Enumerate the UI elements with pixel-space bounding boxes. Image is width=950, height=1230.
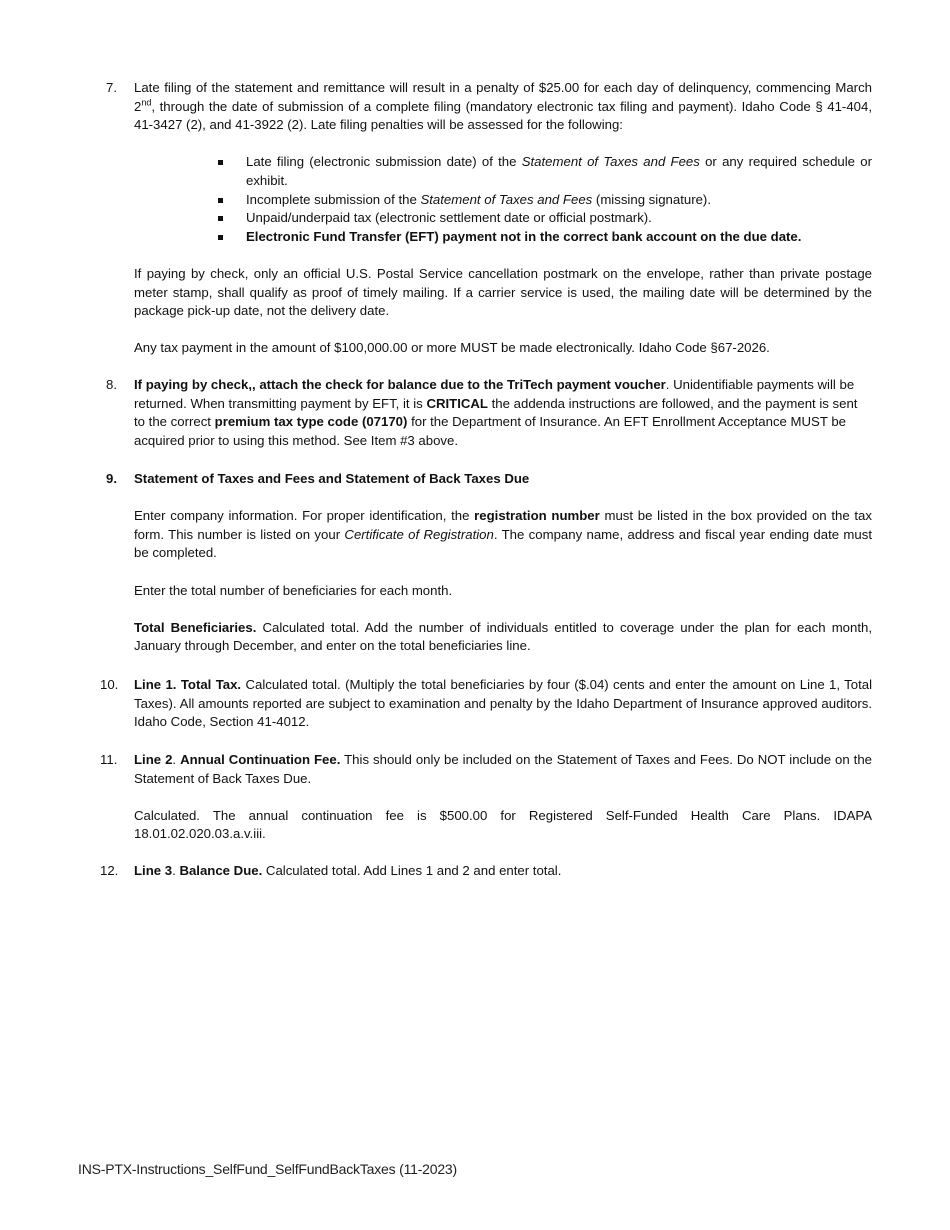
item-number: 12. [100,863,119,878]
paragraph: Enter the total number of beneficiaries for each month. [134,582,453,598]
text: Incomplete submission of the [246,191,421,207]
item-number: 8. [106,377,117,392]
text: Enter company information. For proper identification, the [134,508,475,524]
paragraph [134,676,872,732]
bold-text: registration number [474,508,600,524]
bullet-icon [218,216,223,221]
item-7 [106,79,872,358]
bullet-icon [218,235,223,240]
item-body [134,376,872,450]
text: Late filing of the statement and remittance will result in a penalty of $25.00 for each day of delinquency, commencing March 2 [134,80,872,114]
bold-text: Balance Due. [179,863,263,878]
text: must be listed in the box provided on the tax form. This number is listed on your [134,508,872,542]
text: This should only be included on the Statement of Taxes and Fees. Do NOT include on the Statement of Back Taxes Due. [134,752,872,786]
item-number: 9. [106,471,117,486]
item-body [134,862,872,881]
section-heading [134,470,872,489]
bullet-icon [218,160,223,165]
item-body [134,470,872,656]
text: the addenda instructions are followed, and the payment is sent to the correct [134,395,858,430]
paragraph [134,862,872,881]
bold-text: CRITICAL [426,395,488,411]
paragraph [134,79,872,135]
list-item [218,228,872,247]
bold-text: premium tax type code (07170) [214,414,408,430]
text: (missing signature). [592,191,711,207]
item-body [134,676,872,732]
bold-text: Electronic Fund Transfer (EFT) payment not in the correct bank account on the due date. [246,228,802,244]
penalty-list [218,153,872,246]
bold-text: Annual Continuation Fee. [180,752,341,767]
bold-text: Line 2 [134,752,173,767]
text: , through the date of submission of a complete filing (mandatory electronic tax filing and payment). Idaho Code § 41-404, 41-3427 (2), and 41-3922 (2). Late filing penalties will be assessed for the following: [134,98,872,133]
bold-text: If paying by check,, attach the check for balance due to the TriTech payment voucher [134,377,666,392]
item-12 [100,862,872,881]
superscript: nd [141,97,152,108]
italic-text: Certificate of Registration [344,526,494,542]
paragraph: Calculated. The annual continuation fee is $500.00 for Registered Self-Funded Health Care Plans. IDAPA 18.01.02.020.03.a.v.iii. [134,807,872,842]
footer-form-id: INS-PTX-Instructions_SelfFund_SelfFundBackTaxes (11-2023) [78,1161,457,1177]
heading-text: Statement of Taxes and Fees and Statement of Back Taxes Due [134,471,530,486]
item-number: 10. [100,677,119,692]
paragraph [134,619,872,656]
italic-text: Statement of Taxes and Fees [521,154,700,170]
text: . [172,752,181,767]
text: . [172,863,180,878]
text: Calculated total. Add Lines 1 and 2 and enter total. [262,863,562,878]
paragraph [134,751,872,788]
item-number: 7. [106,80,117,95]
text: . Unidentifiable payments will be returned. When transmitting payment by EFT, it is [134,377,855,411]
text: Unpaid/underpaid tax (electronic settlement date or official postmark). [246,210,652,226]
bold-text: Line 3 [134,863,173,878]
paragraph: Any tax payment in the amount of $100,000.00 or more MUST be made electronically. Idaho Code §67-2026. [134,340,770,356]
bold-text: Line 1. Total Tax. [134,677,242,692]
text: for the Department of Insurance. An EFT Enrollment Acceptance MUST be acquired prior to using this method. See Item #3 above. [134,414,846,448]
list-item [218,153,872,190]
text: Calculated total. Add the number of individuals entitled to coverage under the plan for each month, January through December, and enter on the total beneficiaries line. [134,619,873,654]
text: Calculated total. (Multiply the total beneficiaries by four ($.04) cents and enter the amount on Line 1, Total Taxes). All amounts reported are subject to examination and penalty by the Idaho Department of Insurance approved auditors. Idaho Code, Section 41-4012. [134,677,872,730]
item-body [134,79,872,358]
item-number: 11. [100,752,118,767]
bold-text: Total Beneficiaries. [134,619,257,635]
paragraph: If paying by check, only an official U.S. Postal Service cancellation postmark on the envelope, rather than private postage meter stamp, shall qualify as proof of timely mailing. If a carrier service is used, the mailing date will be determined by the package pick-up date, not the delivery date. [134,265,872,319]
text: Late filing (electronic submission date) of the [246,154,522,170]
list-item [218,191,872,210]
text: or any required schedule or exhibit. [246,154,872,188]
item-body [134,751,872,844]
item-8 [106,376,872,450]
list-item [218,209,872,228]
item-11 [100,751,872,844]
bullet-icon [218,198,223,203]
text: . The company name, address and fiscal year ending date must be completed. [134,526,872,561]
item-9 [106,470,872,656]
paragraph [134,376,872,450]
paragraph [134,507,872,563]
item-10 [100,676,872,732]
italic-text: Statement of Taxes and Fees [420,191,593,207]
